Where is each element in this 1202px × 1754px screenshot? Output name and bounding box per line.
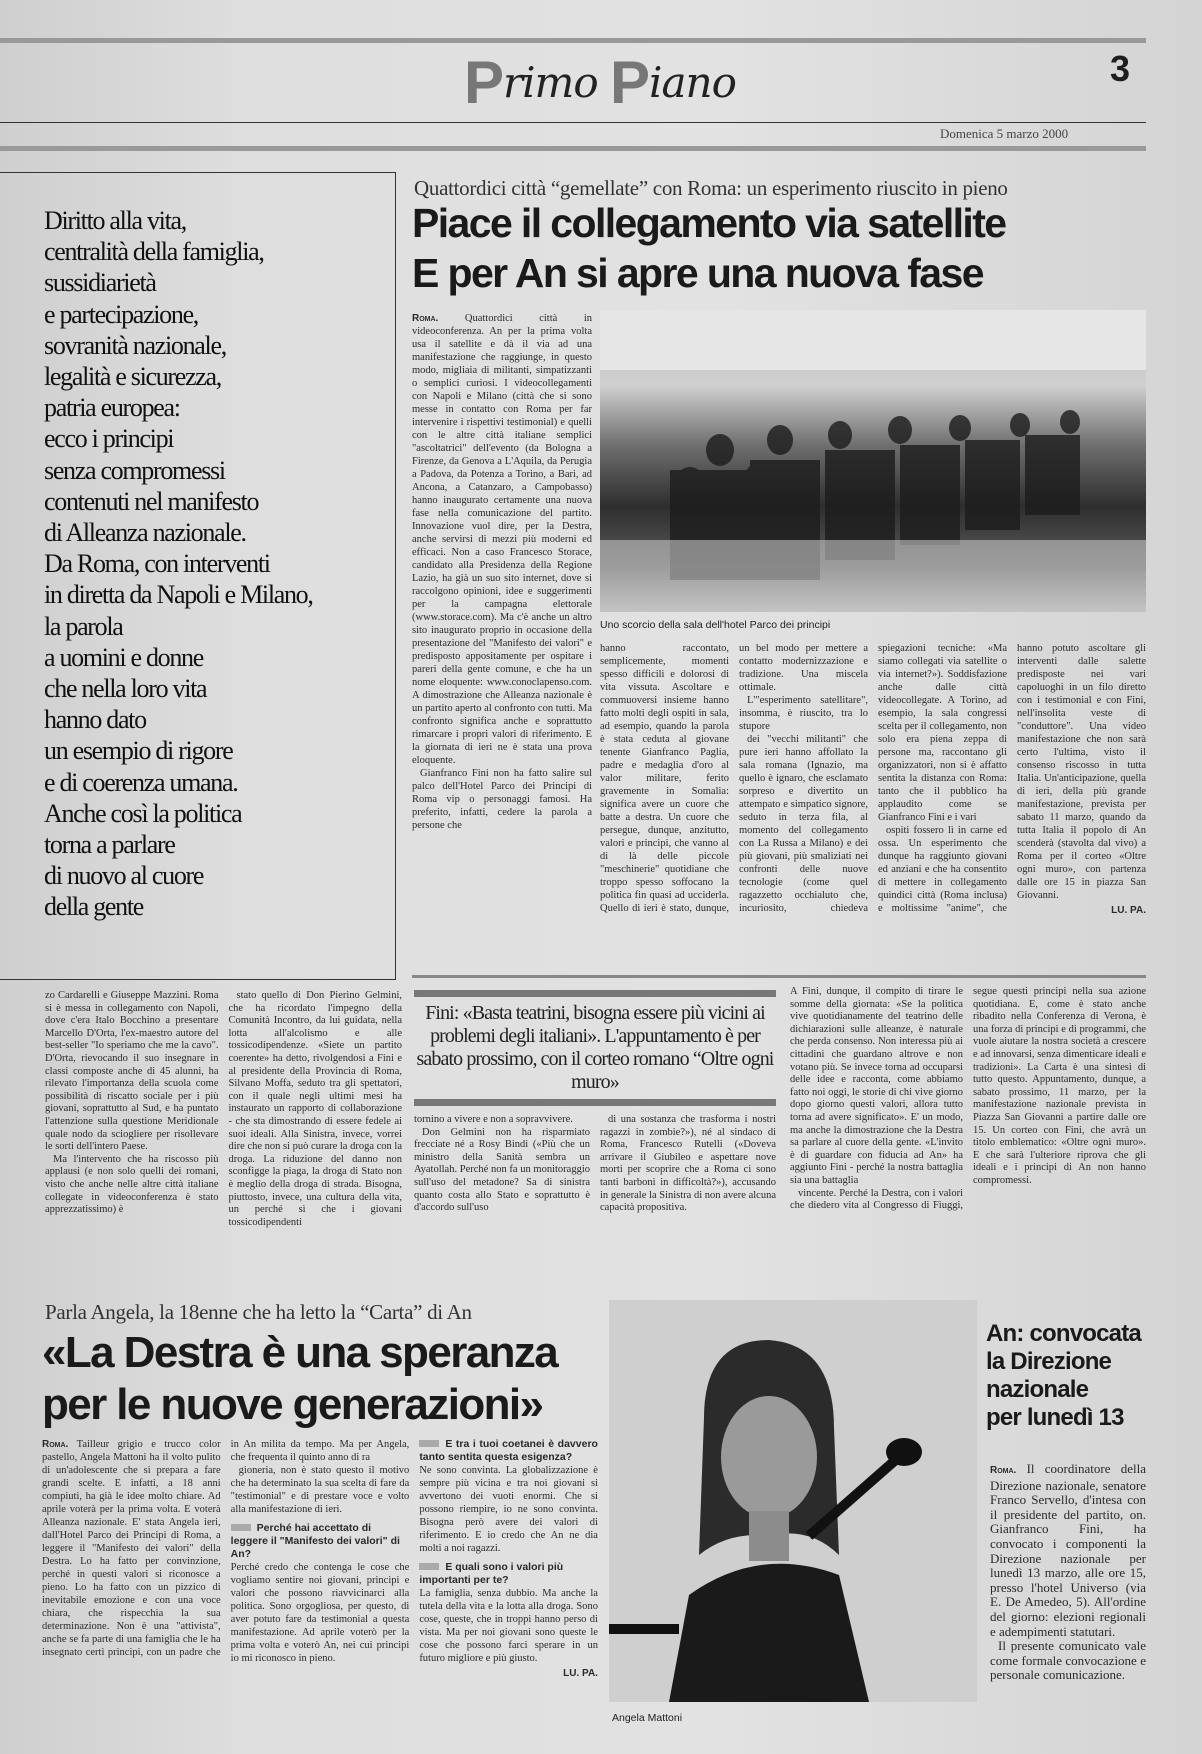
principles-line: sussidiarietà (44, 268, 156, 298)
article-text: di una sostanza che trasforma i nostri ragazzi in zombie?»), né al sindaco di Roma, Francesco Rutelli («Doveva arrivare il Giubileo e aspettare nove morti per scoprire che a Roma ci sono tanti barboni in difficoltà?»), accusando in generale la Sinistra di non avere alcuna capacità propositiva. (600, 1114, 776, 1214)
principles-line: hanno dato (44, 705, 146, 735)
principles-line: la parola (44, 611, 123, 641)
principles-box (0, 172, 396, 980)
principles-line: della gente (44, 892, 144, 922)
article-text: ospiti fossero lì in carne ed ossa. Un esperimento che dunque ha raggiunto giovani ed anziani e che ha consentito di mettere in collegamento quindici città (Roma inclusa) e moltissime "anime", che hanno potuto ascoltare gli interventi dalle salette predisposte nei vari capoluoghi in un filo diretto con i testimonial e con Fini, nell'insolita veste di "conduttore". Una video manifestazione che non sarà certo l'ultima, visto il consenso riscosso in tutta Italia. Un'anticipazione, quella di ieri, della più grande manifestazione, prevista per sabato 11 marzo, quando da tutta Italia il popolo di An scenderà (stavolta dal vivo) a Roma per il corteo «Oltre ogni muro», con partenza dalle ore 15 in piazza San Giovanni. (878, 643, 1146, 914)
principles-line: in diretta da Napoli e Milano, (44, 580, 313, 610)
masthead-bottom-rule (0, 146, 1146, 151)
principles-line: un esempio di rigore (44, 736, 233, 766)
photo-caption: Uno scorcio della sala dell'hotel Parco dei principi (600, 619, 831, 631)
principles-line: e partecipazione, (44, 299, 199, 329)
author-signature: LU. PA. (563, 1668, 598, 1679)
principles-line: che nella loro vita (44, 674, 207, 704)
box-rule (414, 1099, 776, 1106)
principles-line: di Alleanza nazionale. (44, 518, 246, 548)
article-text: tornino a vivere e non a sopravvivere. (414, 1114, 573, 1125)
interview-question-start: E tra i tuoi coetanei è davvero tanto sentita questa esi (419, 1438, 598, 1463)
fini-quote-headline: Fini: «Basta teatrini, bisogna essere più vicini ai problemi degli italiani». L'appuntamento è per sabato prossimo, con il corteo romano “Oltre ogni muro» (416, 1002, 774, 1093)
author-signature: LU. PA. (1111, 905, 1146, 916)
side-headline-line: An: convocata (986, 1320, 1141, 1347)
article-text: stato quello di Don Pierino Gelmini, che ha ricordato l'impegno della Comunità Incontro, da lui guidata, nella lotta all'alcolismo e alle tossicodipendenze. «Siete un partito coerente» ha detto, rivolgendosi a Fini e al presidente della Provincia di Roma, Silvano Moffa, seduto tra gli spettatori, con il quale negli ultimi mesi ha instaurato un rapporto di collaborazione - che sta dimostrando di essere fedele ai suoi ideali. Alla Sinistra, invece, vorrei dire che non si può curare la droga con la droga. La riduzione del danno non sconfigge la piaga, la droga di Stato non è meglio della droga di strada. Bisogna, piuttosto, invece, una cultura della vita, un perché sì che i giovani tossicodipendenti (228, 990, 402, 1228)
interview-question: E quali sono i valori più importanti per te? (419, 1561, 598, 1587)
bottom-article-columns (42, 1438, 598, 1680)
top-article-headline-1: Piace il collegamento via satellite (412, 200, 1006, 246)
interview-question-end: genza? (536, 1451, 573, 1463)
side-headline-line: la Direzione (986, 1348, 1112, 1375)
article-text: Tailleur grigio e trucco color pastello, Angela Mattoni ha il volto pulito di un'adolescente che si prepara a fare grandi scelte. E infatti, a 18 anni compiuti, ha già le idee molto chiare. Ad aprile voterà per la prima volta. E voterà Alleanza nazionale. E' stata Angela ieri, dall'Hotel Parco dei Principi di Roma, a leggere il "Manifesto dei valori" della Destra. Lo ha fatto per convinzione, perché in questi valori si riconosce a pieno. Lo ha fatto con un pizzico di inevitabile emozione e con una voce chiara, che rispecchia la sua determinazione. Non è una "attivista", anche se fa parte di una famiglia che le ha insegnato certi principi, con un padre che in An milita da tempo. Ma per Angela, che frequenta il quinto anno di ra (42, 1439, 410, 1658)
principles-line: Diritto alla vita, (44, 206, 186, 235)
conference-hall-photo (600, 310, 1146, 612)
fini-quote-box (414, 990, 776, 1106)
article-text: gioneria, non è stato questo il motivo che ha determinato la sua scelta di fare da "testimonial" e di prestare voce e volto alla manifestazione di ieri. (230, 1465, 410, 1515)
photo-caption: Angela Mattoni (612, 1712, 683, 1724)
article-text: zo Cardarelli e Giuseppe Mazzini. Roma si è messa in collegamento con Napoli, dove c'era Italo Bocchino a presentare Marcello D'Orta, l'ex-maestro autore del best-seller "Io speriamo che me la cavo". D'Orta, rievocando il suo insegnare in classi composte anche di 45 alunni, ha rilevato l'importanza della scuola come possibilità di riscatto sociale per i più giovani, soprattutto al Sud, e ha puntato l'attenzione sulla questione Meridionale quale nodo da sciogliere per risollevare le sorti dell'intero Paese. (45, 990, 219, 1153)
middle-center-block (414, 990, 776, 1215)
interview-question (419, 1438, 598, 1463)
principles-line: a uomini e donne (44, 642, 203, 672)
top-article-kicker: Quattordici città “gemellate” con Roma: un esperimento riuscito in pieno (414, 176, 1008, 200)
article-text: Don Gelmini non ha risparmiato frecciate né a Rosy Bindi («Più che un ministro della Sanità sembra un Ayatollah. Perché non fa un monitoraggio sull'uso del metadone? Sa di sinistra quanto costa allo Stato e soprattutto è d'accordo sull'uso (414, 1126, 590, 1214)
page-number: 3 (1110, 48, 1131, 89)
article-text: A Fini, dunque, il compito di tirare le somme della giornata: «Se la politica vive quotidianamente del teatrino delle dichiarazioni sulle alleanze, è naturale che perda consenso. Non interessa più ai cittadini che guardano altrove e non votano più. Se invece torna ad occuparsi delle idee e racconta, come abbiamo fatto noi oggi, le storie di chi vive giorno dopo giorno questi valori, allora tutto torna ad avere significato». E' un modo, ma anche la dimostrazione che la Destra sa parlare al cuore della gente. «L'invito è di guardare con fiducia ad An» ha aggiunto Fini - perché la nostra battaglia sia una battaglia (790, 986, 963, 1186)
angela-mattoni-photo (609, 1300, 977, 1702)
principles-line: contenuti nel manifesto (44, 486, 259, 516)
article-text: vincente. Perché la Destra, con i valori che diedero vita al Congresso di Fiuggi, segue questi principi nella sua azione quotidiana. E, come è stato anche ribadito nella Conferenza di Verona, è una forza di principi e di programmi, che vuole aiutare la nostra società a crescere e ad innovarsi, senza dimenticare ideali e tradizioni». La Carta è una sintesi di tutto questo. Appuntamento, dunque, a sabato prossimo, 11 marzo, per la manifestazione nazionale prevista in Piazza San Giovanni a partire dalle ore 15. Un corteo con Fini, che avrà un titolo emblematico: «Oltre ogni muro». E che sarà l'ulteriore riprova che gli ideali e i principi di An non hanno compromessi. (790, 986, 1146, 1212)
interview-question: Perché hai accettato di leggere il "Manifesto dei valori" di An? (231, 1522, 410, 1561)
section-divider (412, 975, 1146, 978)
principles-line: ecco i principi (44, 424, 174, 454)
issue-date: Domenica 5 marzo 2000 (940, 126, 1069, 141)
section-word: iano (649, 58, 736, 107)
masthead-top-rule (0, 38, 1146, 43)
principles-line: senza compromessi (44, 455, 225, 485)
article-text: Quattordici città in videoconferenza. An per la prima volta usa il satellite e dà il via ad una manifestazione che raggiunge, in questo modo, migliaia di militanti, simpatizzanti o semplici curiosi. I videocollegamenti con Napoli e Milano (città che si sono messe in contatto con Roma per far intervenire i rispettivi testimonial) e quelli con le altre città italiane semplici "ascoltatrici" dell'evento (da Bologna a Firenze, da Genova a L'Aquila, da Perugia a Padova, da Potenza a Torino, a Bari, ad Ancona, a Catanzaro, a Campobasso) hanno inaugurato certamente una nuova fase nella comunicazione del partito. Innovazione vuol dire, per la Destra, anche servirsi di mezzi più moderni ed efficaci. Non a caso Francesco Storace, candidato alla Presidenza della Regione Lazio, ha già un suo sito internet, dove si raccolgono opinioni, idee e suggerimenti per la campagna elettorale (www.storace.com). Ma c'è anche un altro sito inaugurato proprio in occasione della presentazione del "Manifesto dei valori" e predisposto appositamente per ospitare i pareri della gente comune, e che ha un nome eloquente: www.conoclapenso.com. A dimostrazione che Alleanza nazionale è un partito aperto al confronto con tutti. Ma confronto significa anche e soprattutto rimarcare i propri valori di riferimento. E la giornata di ieri ne è stata una prova eloquente. (412, 313, 592, 766)
article-text: L'"esperimento satellitare", insomma, è riuscito, tra lo stupore (739, 695, 868, 732)
middle-right-columns (790, 986, 1146, 1213)
box-rule (414, 990, 776, 997)
principles-text (44, 205, 313, 923)
section-word: rimo (503, 58, 598, 107)
masthead-divider (0, 122, 1146, 123)
audience-illustration (600, 310, 1146, 612)
principles-line: di nuovo al cuore (44, 861, 204, 891)
bottom-article-headline-2: per le nuove generazioni» (42, 1380, 543, 1429)
article-text: hanno raccontato, semplicemente, momenti spesso difficili e dolorosi di vita vissuta. Ascoltare e commuoversi insieme hanno fatto molti degli ospiti in sala, ad esempio, quando la parola è stata ceduta al giovane tenente Gianfranco Paglia, padre e medaglia d'oro al valor militare, ferito gravemente in Somalia: significa avere un cuore che batte a destra. Un cuore che persegue, dunque, anzitutto, valori e principi, che vanno al di là delle piccole "meschinerie" quotidiane che troppo spesso soffocano la politica fin quasi ad ucciderla. Quello di ieri è stato, dunque, un bel modo per mettere a contatto modernizzazione e tradizione. Una miscela ottimale. (600, 643, 868, 914)
speaker-illustration (609, 1300, 977, 1702)
principles-line: centralità della famiglia, (44, 237, 264, 267)
principles-line: sovranità nazionale, (44, 330, 226, 360)
article-text: Il coordinatore della Direzione nazionale, senatore Franco Servello, d'intesa con il presidente del partito, on. Gianfranco Fini, ha convocato i componenti la Direzione nazionale per lunedì 13 marzo, alle ore 15, presso l'hotel Universo (via E. De Amedeo, 5). All'ordine del giorno: elezioni regionali e adempimenti statutari. (990, 1461, 1146, 1639)
article-text: Ma l'intervento che ha riscosso più applausi (e non solo quelli dei romani, visto che anche nelle altre città italiane collegate in videoconferenza è stato apprezzatissimo) è (45, 1153, 219, 1216)
top-article-continuation-columns (600, 642, 1146, 917)
dateline: Roma. (412, 313, 439, 324)
article-text: Il presente comunicato vale come formale convocazione e personale comunicazione. (990, 1638, 1146, 1683)
top-article-headline-2: E per An si apre una nuova fase (412, 250, 983, 296)
middle-left-columns (45, 990, 402, 1229)
side-article-headline (986, 1320, 1141, 1432)
dateline: Roma. (990, 1465, 1017, 1476)
principles-line: Da Roma, con interventi (44, 549, 270, 579)
section-cap-letter: P (464, 49, 504, 116)
article-text: dei "vecchi militanti" che pure ieri hanno affollato la sala romana (Ignazio, ma quello è ignaro, che esclamato sorpreso e divertito un attempato e simpatico signore, seduto in terza fila, al momento del collegamento con La Russa a Milano) e dei più giovani, più smaliziati nei confronti delle nuove tecnologie (come quel ragazzetto occhialuto che, incuriosito, chiedeva spiegazioni tecniche: «Ma siamo collegati via satellite o via internet?»). Soddisfazione anche dalle città videocollegate. A Torino, ad esempio, la sala congressi scelta per il collegamento, non solo era piena zeppa di persone ma, raccontano gli organizzatori, non si è affatto sentita la distanza con Roma: tanto che il pubblico ha applaudito come se Gianfranco Fini e i vari (739, 643, 1007, 914)
middle-center-columns (414, 1114, 776, 1215)
article-text: Gianfranco Fini non ha fatto salire sul palco dell'Hotel Parco dei Principi di Roma vip o personaggi famosi. Ha preferito, infatti, cedere la parola a persone che (412, 768, 592, 831)
bottom-article-kicker: Parla Angela, la 18enne che ha letto la “Carta” di An (45, 1300, 472, 1324)
interview-answer: Perché credo che contenga le cose che vogliamo sentire noi giovani, principi e valori che possono riavvicinarci alla politica. Sono orgogliosa, per questo, di aver potuto fare da testimonial a questa manifestazione. Ad aprile voterò per la prima volta e voterò An, nei cui principi io mi riconosco in pieno. (230, 1562, 410, 1664)
side-headline-line: per lunedì 13 (986, 1404, 1124, 1431)
side-headline-line: nazionale (986, 1376, 1089, 1403)
interview-answer: La famiglia, senza dubbio. Ma anche la tutela della vita e la lotta alla droga. Sono cose, queste, che in troppi hanno perso di vista. Ma per noi giovani sono queste le cose che possono farci sperare in un futuro migliore e più giusto. (419, 1588, 598, 1664)
principles-line: legalità e sicurezza, (44, 362, 221, 392)
interview-answer: Ne sono convinta. La globalizzazione è sempre più vicina e tra noi giovani si avvertono dei vuoti enormi. Che si possono riempire, io ne sono convinta. Bisogna però avere dei valori di riferimento. E io credo che An ne dia molti a noi ragazzi. (419, 1465, 598, 1554)
section-title (464, 48, 736, 117)
side-article-body (990, 1462, 1146, 1683)
section-cap-letter: P (610, 49, 650, 116)
principles-line: Anche così la politica (44, 798, 242, 828)
principles-line: torna a parlare (44, 830, 175, 860)
principles-line: e di coerenza umana. (44, 767, 238, 797)
dateline: Roma. (42, 1439, 69, 1450)
bottom-article-headline-1: «La Destra è una speranza (42, 1328, 558, 1377)
principles-line: patria europea: (44, 393, 180, 423)
top-article-column-1 (412, 312, 592, 832)
